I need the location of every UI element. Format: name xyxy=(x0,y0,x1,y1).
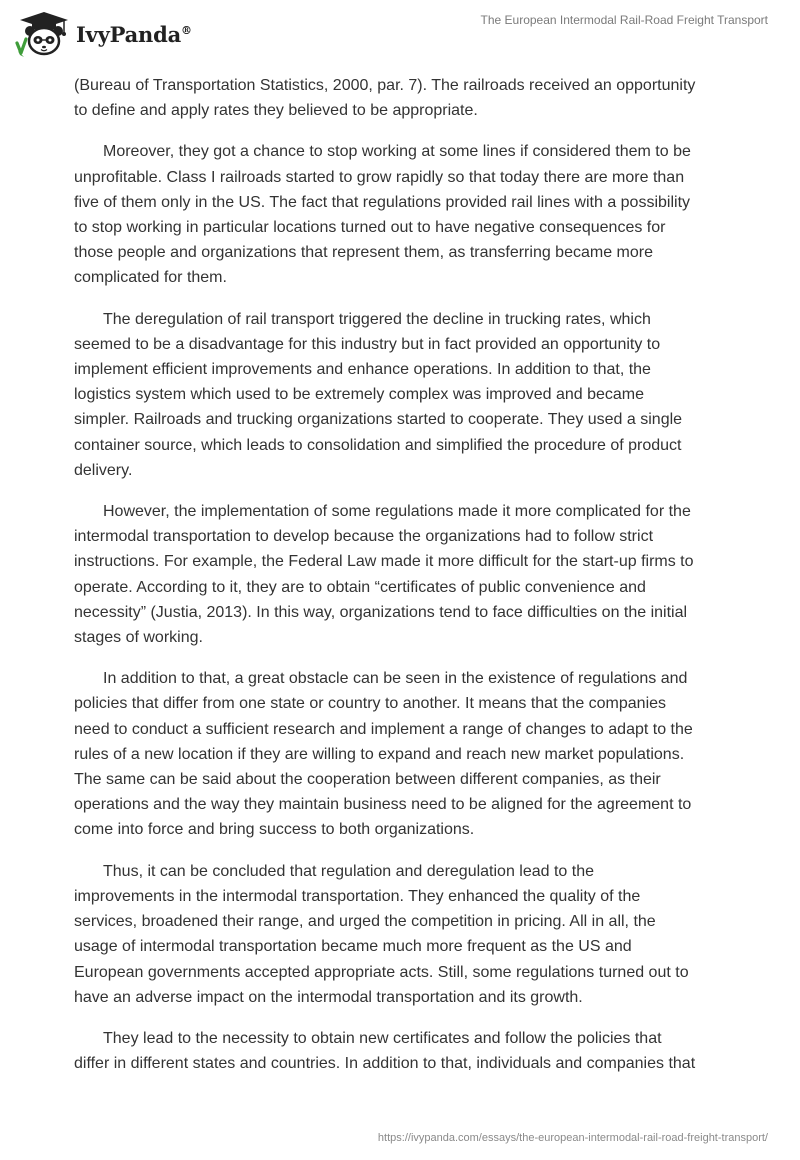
text-line: five of them only in the US. The fact that regulations provided rail lines with a possibility xyxy=(74,193,691,211)
text-line: stages of working. xyxy=(74,629,203,647)
text-line: rules of a new location if they are willing to expand and reach new market populations. xyxy=(74,745,685,763)
text-line: to define and apply rates they believed to be appropriate. xyxy=(74,102,478,120)
document-title: The European Intermodal Rail-Road Freight Transport xyxy=(480,13,768,27)
text-line: usage of intermodal transportation became much more frequent as the US and xyxy=(74,938,632,956)
text-line: instructions. For example, the Federal Law made it more difficult for the start-up firms to xyxy=(74,553,694,571)
text-line: improvements in the intermodal transportation. They enhanced the quality of the xyxy=(74,887,641,905)
text-line: complicated for them. xyxy=(74,269,227,287)
text-line: operations and the way they maintain business need to be aligned for the agreement to xyxy=(74,796,692,814)
paragraph xyxy=(74,1026,734,1076)
ivypanda-logo[interactable] xyxy=(14,9,192,59)
text-line: come into force and bring success to both organizations. xyxy=(74,821,475,839)
text-line: delivery. xyxy=(74,461,133,479)
source-url-link[interactable]: https://ivypanda.com/essays/the-european-intermodal-rail-road-freight-transport/ xyxy=(377,1132,768,1144)
text-line: container source, which leads to consolidation and simplified the procedure of product xyxy=(74,436,682,454)
brand-name xyxy=(76,22,192,47)
text-line: services, broadened their range, and urged the competition in pricing. All in all, the xyxy=(74,913,656,931)
text-line: unprofitable. Class I railroads started to grow rapidly so that today there are more than xyxy=(74,168,685,186)
paragraph xyxy=(74,139,734,290)
text-line: intermodal transportation to develop because the organizations had to follow strict xyxy=(74,528,654,546)
text-line: logistics system which used to be extremely complex was improved and became xyxy=(74,386,645,404)
text-line: to stop working in particular locations turned out to have negative consequences for xyxy=(74,219,666,237)
text-line: simpler. Railroads and trucking organizations started to cooperate. They used a single xyxy=(74,411,683,429)
text-line: differ in different states and countries. In addition to that, individuals and companies that xyxy=(74,1055,696,1073)
paragraph xyxy=(74,307,734,483)
text-line: The same can be said about the cooperation between different companies, as their xyxy=(74,771,661,789)
paragraph xyxy=(74,666,734,842)
text-line: The deregulation of rail transport triggered the decline in trucking rates, which xyxy=(103,310,651,328)
text-line: However, the implementation of some regulations made it more complicated for the xyxy=(103,503,691,521)
text-line: have an adverse impact on the intermodal transportation and its growth. xyxy=(74,988,583,1006)
text-line: implement efficient improvements and enhance operations. In addition to that, the xyxy=(74,361,651,379)
text-line: those people and organizations that represent them, as transferring became more xyxy=(74,244,653,262)
text-line: European governments accepted appropriate acts. Still, some regulations turned out to xyxy=(74,963,689,981)
text-line: operate. According to it, they are to obtain “certificates of public convenience and xyxy=(74,578,646,596)
text-line: need to conduct a sufficient research and implement a range of changes to adapt to the xyxy=(74,720,693,738)
text-line: seemed to be a disadvantage for this industry but in fact provided an opportunity to xyxy=(74,335,661,353)
paragraph xyxy=(74,859,734,1010)
brand-text: IvyPanda xyxy=(76,21,182,47)
text-line: necessity” (Justia, 2013). In this way, organizations tend to face difficulties on the initial xyxy=(74,603,688,621)
panda-graduate-icon xyxy=(14,9,72,59)
essay-body xyxy=(74,73,734,1092)
text-line: In addition to that, a great obstacle can be seen in the existence of regulations and xyxy=(103,670,688,688)
paragraph xyxy=(74,499,734,650)
text-line: Moreover, they got a chance to stop working at some lines if considered them to be xyxy=(103,143,691,161)
text-line: policies that differ from one state or country to another. It means that the companies xyxy=(74,695,667,713)
page-header xyxy=(0,0,800,66)
text-line: Thus, it can be concluded that regulation and deregulation lead to the xyxy=(103,862,595,880)
text-line: They lead to the necessity to obtain new certificates and follow the policies that xyxy=(103,1029,662,1047)
registered-mark: ® xyxy=(181,23,192,37)
text-line: (Bureau of Transportation Statistics, 2000, par. 7). The railroads received an opportunity xyxy=(74,77,696,94)
paragraph xyxy=(74,73,734,123)
